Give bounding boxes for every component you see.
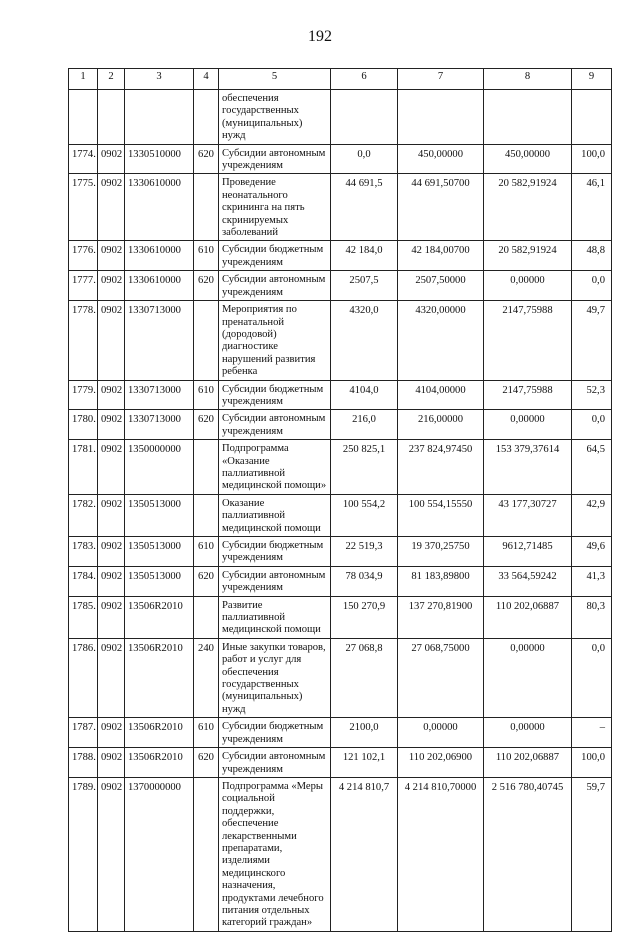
approved-amount: 100 554,2: [331, 494, 398, 536]
executed-amount: 20 582,91924: [484, 241, 572, 271]
execution-percent: 46,1: [572, 174, 612, 241]
execution-percent: 41,3: [572, 566, 612, 596]
table-row: [69, 748, 612, 778]
target-code: 1330510000: [125, 144, 194, 174]
planned-amount: 216,00000: [398, 410, 484, 440]
header-col-8: 8: [484, 69, 572, 90]
approved-amount: 42 184,0: [331, 241, 398, 271]
section-code: 0902: [98, 494, 125, 536]
executed-amount: 0,00000: [484, 271, 572, 301]
item-name: Субсидии автономным учреждениям: [219, 748, 331, 778]
item-name: Иные закупки товаров, работ и услуг для обеспечения государственных (муниципальных) нужд: [219, 638, 331, 717]
row-number: 1778.: [69, 301, 98, 380]
row-number: 1782.: [69, 494, 98, 536]
item-name: Проведение неонатального скрининга на пять скринируемых заболеваний: [219, 174, 331, 241]
budget-table: [68, 68, 612, 932]
header-col-4: 4: [194, 69, 219, 90]
section-code: 0902: [98, 596, 125, 638]
execution-percent: 100,0: [572, 748, 612, 778]
continuation-row: [69, 90, 612, 145]
expense-type: 620: [194, 410, 219, 440]
approved-amount: 44 691,5: [331, 174, 398, 241]
executed-amount: 20 582,91924: [484, 174, 572, 241]
target-code: 1350513000: [125, 494, 194, 536]
section-code: 0902: [98, 301, 125, 380]
item-name: Развитие паллиативной медицинской помощи: [219, 596, 331, 638]
executed-amount: 110 202,06887: [484, 748, 572, 778]
section-code: 0902: [98, 241, 125, 271]
target-code: 1330610000: [125, 174, 194, 241]
expense-type: [194, 301, 219, 380]
continuation-name: обеспечения государственных (муниципальных) нужд: [219, 90, 331, 145]
planned-amount: 110 202,06900: [398, 748, 484, 778]
item-name: Подпрограмма «Оказание паллиативной медицинской помощи»: [219, 440, 331, 495]
planned-amount: 137 270,81900: [398, 596, 484, 638]
executed-amount: 110 202,06887: [484, 596, 572, 638]
execution-percent: 49,6: [572, 537, 612, 567]
planned-amount: 81 183,89800: [398, 566, 484, 596]
row-number: 1789.: [69, 777, 98, 931]
row-number: 1784.: [69, 566, 98, 596]
target-code: 1330713000: [125, 380, 194, 410]
table-row: [69, 494, 612, 536]
section-code: 0902: [98, 144, 125, 174]
executed-amount: 153 379,37614: [484, 440, 572, 495]
planned-amount: 0,00000: [398, 718, 484, 748]
execution-percent: –: [572, 718, 612, 748]
table-row: [69, 410, 612, 440]
header-col-5: 5: [219, 69, 331, 90]
execution-percent: 42,9: [572, 494, 612, 536]
target-code: 1350513000: [125, 537, 194, 567]
table-row: [69, 301, 612, 380]
item-name: Субсидии бюджетным учреждениям: [219, 718, 331, 748]
row-number: 1783.: [69, 537, 98, 567]
planned-amount: 450,00000: [398, 144, 484, 174]
expense-type: [194, 494, 219, 536]
item-name: Субсидии бюджетным учреждениям: [219, 241, 331, 271]
approved-amount: 121 102,1: [331, 748, 398, 778]
executed-amount: 2147,75988: [484, 380, 572, 410]
target-code: 1330610000: [125, 241, 194, 271]
item-name: Субсидии автономным учреждениям: [219, 566, 331, 596]
header-col-6: 6: [331, 69, 398, 90]
execution-percent: 0,0: [572, 410, 612, 440]
item-name: Субсидии автономным учреждениям: [219, 271, 331, 301]
execution-percent: 49,7: [572, 301, 612, 380]
header-col-3: 3: [125, 69, 194, 90]
executed-amount: 43 177,30727: [484, 494, 572, 536]
executed-amount: 33 564,59242: [484, 566, 572, 596]
expense-type: 620: [194, 271, 219, 301]
target-code: 1370000000: [125, 777, 194, 931]
item-name: Оказание паллиативной медицинской помощи: [219, 494, 331, 536]
item-name: Субсидии бюджетным учреждениям: [219, 380, 331, 410]
target-code: 13506R2010: [125, 596, 194, 638]
row-number: 1775.: [69, 174, 98, 241]
target-code: 1330610000: [125, 271, 194, 301]
planned-amount: 2507,50000: [398, 271, 484, 301]
table-row: [69, 241, 612, 271]
target-code: 1350000000: [125, 440, 194, 495]
execution-percent: 80,3: [572, 596, 612, 638]
item-name: Субсидии бюджетным учреждениям: [219, 537, 331, 567]
row-number: 1779.: [69, 380, 98, 410]
expense-type: 610: [194, 718, 219, 748]
execution-percent: 0,0: [572, 638, 612, 717]
expense-type: 620: [194, 144, 219, 174]
planned-amount: 4 214 810,70000: [398, 777, 484, 931]
section-code: 0902: [98, 748, 125, 778]
expense-type: 620: [194, 748, 219, 778]
approved-amount: 78 034,9: [331, 566, 398, 596]
section-code: 0902: [98, 174, 125, 241]
executed-amount: 0,00000: [484, 410, 572, 440]
executed-amount: 9612,71485: [484, 537, 572, 567]
target-code: 1330713000: [125, 410, 194, 440]
execution-percent: 59,7: [572, 777, 612, 931]
item-name: Субсидии автономным учреждениям: [219, 410, 331, 440]
row-number: 1780.: [69, 410, 98, 440]
executed-amount: 2 516 780,40745: [484, 777, 572, 931]
table-row: [69, 440, 612, 495]
approved-amount: 250 825,1: [331, 440, 398, 495]
item-name: Субсидии автономным учреждениям: [219, 144, 331, 174]
executed-amount: 2147,75988: [484, 301, 572, 380]
item-name: Мероприятия по пренатальной (дородовой) диагностике нарушений развития ребенка: [219, 301, 331, 380]
section-code: 0902: [98, 271, 125, 301]
row-number: 1781.: [69, 440, 98, 495]
section-code: 0902: [98, 638, 125, 717]
approved-amount: 4104,0: [331, 380, 398, 410]
table-row: [69, 718, 612, 748]
expense-type: 610: [194, 380, 219, 410]
table-row: [69, 380, 612, 410]
row-number: 1785.: [69, 596, 98, 638]
section-code: 0902: [98, 440, 125, 495]
planned-amount: 19 370,25750: [398, 537, 484, 567]
header-col-1: 1: [69, 69, 98, 90]
executed-amount: 0,00000: [484, 638, 572, 717]
approved-amount: 0,0: [331, 144, 398, 174]
execution-percent: 64,5: [572, 440, 612, 495]
target-code: 13506R2010: [125, 718, 194, 748]
target-code: 1350513000: [125, 566, 194, 596]
expense-type: [194, 174, 219, 241]
expense-type: 620: [194, 566, 219, 596]
section-code: 0902: [98, 380, 125, 410]
section-code: 0902: [98, 537, 125, 567]
table-row: [69, 596, 612, 638]
approved-amount: 22 519,3: [331, 537, 398, 567]
table-row: [69, 638, 612, 717]
planned-amount: 42 184,00700: [398, 241, 484, 271]
row-number: 1787.: [69, 718, 98, 748]
table-row: [69, 537, 612, 567]
approved-amount: 4320,0: [331, 301, 398, 380]
row-number: 1776.: [69, 241, 98, 271]
expense-type: 610: [194, 537, 219, 567]
header-col-2: 2: [98, 69, 125, 90]
table-row: [69, 271, 612, 301]
header-col-7: 7: [398, 69, 484, 90]
row-number: 1788.: [69, 748, 98, 778]
item-name: Подпрограмма «Меры социальной поддержки, обеспечение лекарственными препаратами, изделиями медицинского назначения, продуктами лечебного питания отдельных категорий граждан»: [219, 777, 331, 931]
row-number: 1786.: [69, 638, 98, 717]
execution-percent: 48,8: [572, 241, 612, 271]
approved-amount: 216,0: [331, 410, 398, 440]
expense-type: 610: [194, 241, 219, 271]
header-row: [69, 69, 612, 90]
expense-type: [194, 440, 219, 495]
execution-percent: 100,0: [572, 144, 612, 174]
approved-amount: 150 270,9: [331, 596, 398, 638]
executed-amount: 0,00000: [484, 718, 572, 748]
planned-amount: 44 691,50700: [398, 174, 484, 241]
expense-type: 240: [194, 638, 219, 717]
target-code: 1330713000: [125, 301, 194, 380]
section-code: 0902: [98, 777, 125, 931]
table-row: [69, 566, 612, 596]
executed-amount: 450,00000: [484, 144, 572, 174]
section-code: 0902: [98, 566, 125, 596]
section-code: 0902: [98, 718, 125, 748]
planned-amount: 237 824,97450: [398, 440, 484, 495]
approved-amount: 4 214 810,7: [331, 777, 398, 931]
planned-amount: 27 068,75000: [398, 638, 484, 717]
expense-type: [194, 596, 219, 638]
execution-percent: 0,0: [572, 271, 612, 301]
planned-amount: 4320,00000: [398, 301, 484, 380]
row-number: 1777.: [69, 271, 98, 301]
execution-percent: 52,3: [572, 380, 612, 410]
target-code: 13506R2010: [125, 638, 194, 717]
expense-type: [194, 777, 219, 931]
approved-amount: 2100,0: [331, 718, 398, 748]
table-row: [69, 174, 612, 241]
table-row: [69, 777, 612, 931]
header-col-9: 9: [572, 69, 612, 90]
table-row: [69, 144, 612, 174]
target-code: 13506R2010: [125, 748, 194, 778]
approved-amount: 27 068,8: [331, 638, 398, 717]
page-number: 192: [308, 28, 332, 45]
planned-amount: 100 554,15550: [398, 494, 484, 536]
planned-amount: 4104,00000: [398, 380, 484, 410]
section-code: 0902: [98, 410, 125, 440]
approved-amount: 2507,5: [331, 271, 398, 301]
row-number: 1774.: [69, 144, 98, 174]
